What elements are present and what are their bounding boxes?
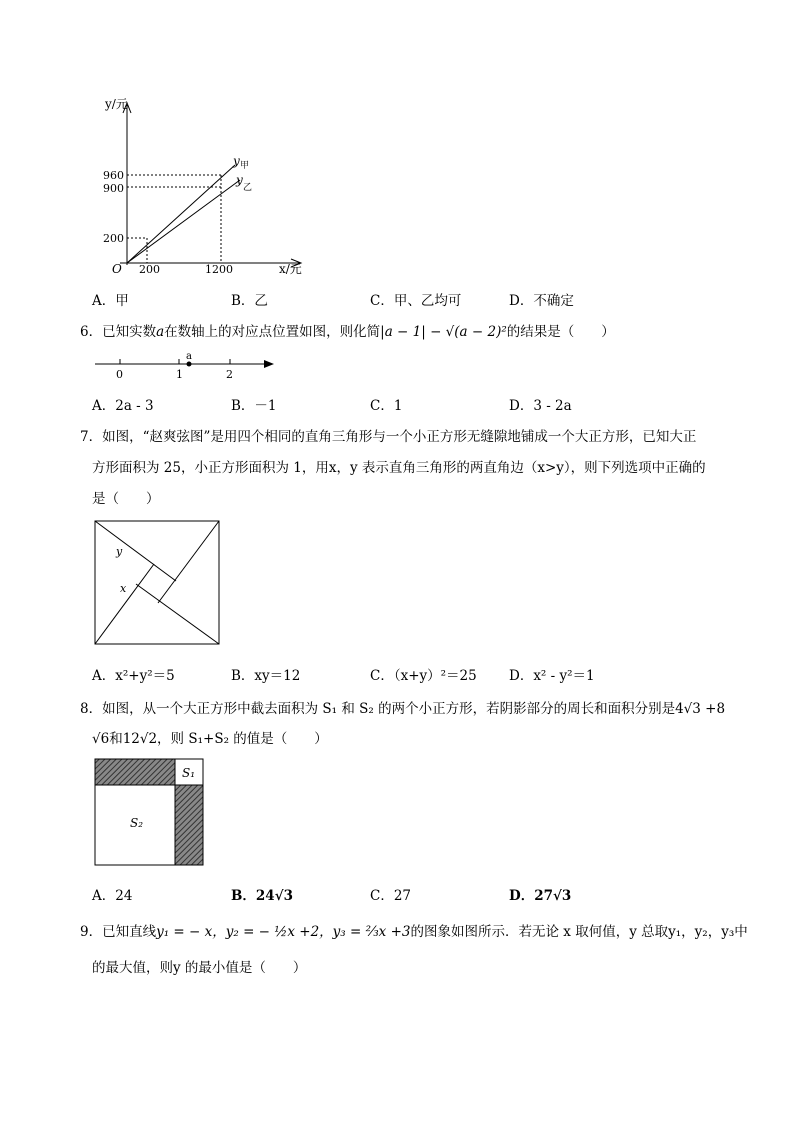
label-s2: S₂	[130, 816, 144, 830]
q8-line1: 8．如图，从一个大正方形中截去面积为 S₁ 和 S₂ 的两个小正方形，若阴影部分的周长和面积分别是4√3 +8	[80, 701, 726, 717]
q5-option-b[interactable]: B．乙	[231, 293, 268, 309]
tri-line-3	[136, 584, 219, 644]
q6-text-after: 的结果是（ ）	[506, 324, 615, 340]
point-a-label: a	[186, 351, 192, 362]
q5-option-c[interactable]: C．甲、乙均可	[370, 293, 462, 309]
line-yi-label: y	[236, 173, 243, 187]
tick-1-label: 1	[176, 368, 183, 380]
label-x: x	[120, 582, 127, 595]
q8-figure	[94, 758, 206, 866]
point-a	[187, 362, 192, 367]
q9-text-a: 已知直线	[102, 924, 157, 940]
tick-200y: 200	[103, 232, 124, 245]
big-square	[95, 521, 219, 644]
q6-expr: |a − 1| − √(a − 2)²	[380, 324, 507, 340]
q5-option-a[interactable]: A．甲	[92, 293, 129, 309]
tick-960: 960	[103, 169, 124, 182]
q6-question	[80, 320, 615, 340]
q7-line2: 方形面积为 25，小正方形面积为 1，用x，y 表示直角三角形的两直角边（x>y），则下列选项中正确的	[92, 460, 706, 476]
shade-top	[95, 759, 175, 785]
q7-option-b[interactable]: B．xy＝12	[231, 668, 301, 684]
line-jia-sub: 甲	[240, 161, 250, 171]
q7-option-d[interactable]: D．x² - y²＝1	[509, 668, 595, 684]
q7-option-c[interactable]: C．（x+y）²＝25	[370, 668, 477, 684]
q6-option-d[interactable]: D．3 - 2a	[509, 398, 572, 414]
q6-option-a[interactable]: A．2a - 3	[92, 398, 154, 414]
q6-option-b[interactable]: B．－1	[231, 398, 277, 414]
line-yi	[127, 180, 240, 263]
q6-option-c[interactable]: C．1	[370, 398, 403, 414]
q6-numberline	[90, 350, 280, 380]
tick-200x: 200	[139, 263, 160, 276]
numberline-arrow	[264, 360, 274, 368]
tri-line-4	[95, 564, 154, 644]
q9-line2: 的最大值，则y 的最小值是（ ）	[92, 960, 307, 976]
label-s1: S₁	[182, 766, 196, 780]
line-jia-label: y	[233, 154, 240, 168]
q8-option-d[interactable]: D．27√3	[509, 888, 572, 904]
q9-equations: y₁ = − x，y₂ = − ½x +2，y₃ = ⅔x +3	[156, 924, 411, 940]
q7-number: 7．	[80, 429, 103, 445]
q6-text-mid: 在数轴上的对应点位置如图，则化简	[164, 324, 381, 340]
tick-1200: 1200	[205, 263, 233, 276]
q5-option-d[interactable]: D．不确定	[509, 293, 574, 309]
q9-number: 9．	[80, 924, 103, 940]
q8-option-c[interactable]: C．27	[370, 888, 412, 904]
origin-label: O	[112, 262, 122, 276]
q6-text-before: 已知实数	[102, 324, 157, 340]
q8-line2: √6和12√2，则 S₁+S₂ 的值是（ ）	[92, 731, 328, 747]
q8-option-b[interactable]: B．24√3	[231, 888, 293, 904]
q7-line1: 7．如图，“赵爽弦图”是用四个相同的直角三角形与一个小正方形无缝隙地铺成一个大正方形，已知大正	[80, 429, 697, 445]
q7-line3: 是（ ）	[92, 491, 160, 507]
tick-0-label: 0	[116, 368, 123, 380]
q8-number: 8．	[80, 701, 103, 717]
q6-number: 6．	[80, 324, 103, 340]
q8-option-a[interactable]: A．24	[92, 888, 133, 904]
label-y: y	[116, 545, 123, 558]
tri-line-1	[95, 521, 176, 581]
tick-900: 900	[103, 182, 124, 195]
y-axis-label: y/元	[105, 97, 128, 111]
q9-line1	[80, 920, 748, 940]
q9-text-b: 的图象如图所示．若无论 x 取何值，y 总取y₁，y₂，y₃中	[410, 924, 748, 940]
x-axis-label: x/元	[279, 262, 302, 276]
line-yi-sub: 乙	[243, 183, 253, 193]
line-jia	[127, 165, 235, 263]
q6-var-a: a	[156, 324, 165, 340]
q7-option-a[interactable]: A．x²+y²＝5	[92, 668, 175, 684]
shade-right	[175, 785, 203, 865]
q7-figure	[94, 520, 222, 646]
q5-graph	[95, 95, 310, 280]
tri-line-2	[158, 521, 219, 603]
tick-2-label: 2	[226, 368, 233, 380]
